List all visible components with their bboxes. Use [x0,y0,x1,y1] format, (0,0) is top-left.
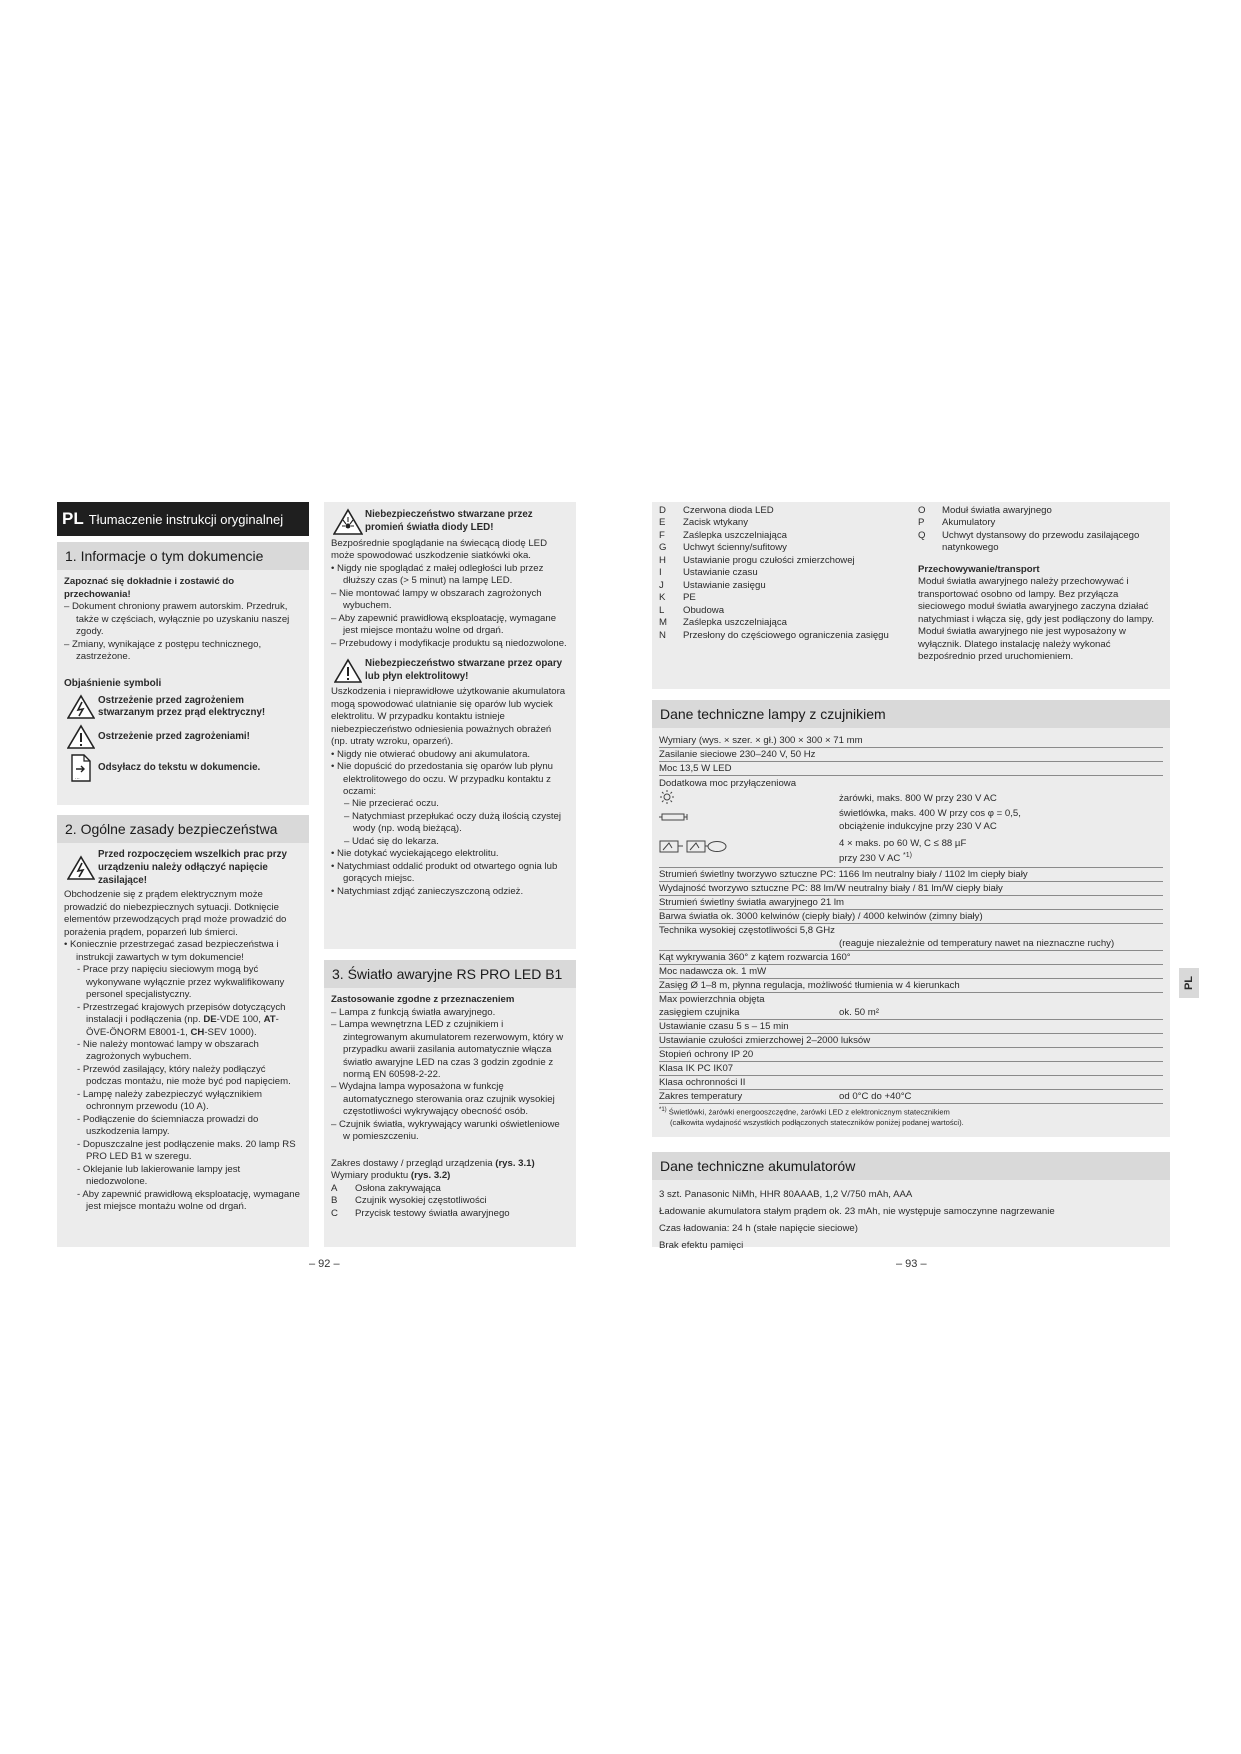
battery-row: 3 szt. Panasonic NiMh, HHR 80AAAB, 1,2 V/750 mAh, AAA [659,1189,913,1201]
battery-data-box [652,1152,1170,1252]
w2-bullet-1: • Nigdy nie otwierać obudowy ani akumulatora. [331,748,531,760]
s2-sub-6: - Podłączenie do ściemniacza prowadzi do uszkodzenia lampy. [77,1113,259,1138]
list-item: B Czujnik wysokiej częstotliwości [331,1195,487,1207]
led-load-row [659,838,1163,866]
tech-data-box [652,700,1170,1137]
table-row: Strumień świetlny tworzywo sztuczne PC: 1166 lm neutralny biały / 1102 lm ciepły biały [659,868,1163,882]
footnote: $^{*1)}$ Świetlówki, żarówki energooszczędne, żarówki LED z elektronicznym statecznikiem (całkowita wydajność wszystkich podłączonych stateczników poniżej podanej wartości). [659,1107,964,1127]
table-row: Wymiary (wys. × szer. × gł.) 300 × 300 × 71 mm [659,734,1163,748]
list-item: J Ustawianie zasięgu [659,579,766,591]
connection-power-block [659,776,1163,868]
table-row: Moc 13,5 W LED [659,762,1163,776]
s3-dash-4: – Czujnik światła, wykrywający warunki oświetleniowe w pomieszczeniu. [331,1118,560,1143]
s2-sub-7: - Dopuszczalne jest podłączenie maks. 20 lamp RS PRO LED B1 w szeregu. [77,1138,296,1163]
table-row: Wydajność tworzywo sztuczne PC: 88 lm/W neutralny biały / 81 lm/W ciepły biały [659,882,1163,896]
s2-sub-3: - Nie należy montować lampy w obszarach zagrożonych wybuchem. [77,1039,259,1063]
list-item: K PE [659,592,696,604]
led-ballast-icon [659,838,839,866]
table-row: Klasa IK PC IK07 [659,1062,1163,1076]
symbol-reference [64,754,302,782]
bulb-spec: żarówki, maks. 800 W przy 230 V AC [839,793,997,805]
list-item: O Moduł światła awaryjnego [918,505,1052,516]
dims-line: Wymiary produktu (rys. 3.2) [331,1170,451,1182]
s2-bullet: • Koniecznie przestrzegać zasad bezpieczeństwa i instrukcji zawartych w tym dokumencie! [64,939,279,963]
warning-icon [331,658,365,684]
storage-paragraph: Moduł światła awaryjnego należy przechowywać i transportować osobno od lampy. Bez przyłącza sieciowego moduł światła awaryjnego zaczyna działać natychmiast i włącza się, gdy jest podłączony do lampy. Moduł światła awaryjnego nie jest wyposażony w wyłącznik. Dlatego instalację należy wykonać bezpośrednio przed uruchomieniem. [918,576,1155,663]
symbol-reference-text: Odsyłacz do tekstu w dokumencie. [98,762,261,774]
led-radiation-warning-icon [331,508,365,536]
s1-dash-1: – Dokument chroniony prawem autorskim. Przedruk, także w częściach, wyłącznie po uzyskaniu naszej zgody. [64,601,290,638]
list-item: P Akumulatory [918,517,996,529]
list-item: M Zaślepka uszczelniająca [659,617,787,629]
list-item: Q Uchwyt dystansowy do przewodu zasilającego natynkowego [918,529,1140,554]
s2-sub-4: - Przewód zasilający, który należy podłączyć podczas montażu, nie może być pod napięciem. [77,1063,291,1088]
document-reference-icon [64,754,98,782]
electrolyte-warning-title: Niebezpieczeństwo stwarzane przez opary lub płyn elektrolitowy! [365,658,563,683]
w2-bullet-2: • Nie dopuścić do przedostania się oparów lub płynu elektrolitowego do oczu. W przypadku kontaktu z oczami: [331,761,554,797]
battery-row: Brak efektu pamięci [659,1240,744,1252]
connection-power-label: Dodatkowa moc przyłączeniowa [659,778,797,790]
w1-dash-3: – Przebudowy i modyfikacje produktu są niedozwolone. [331,637,567,649]
fluorescent-spec: świetlówka, maks. 400 W przy cos φ = 0,5, obciążenie indukcyjne przy 230 V AC [839,808,1021,832]
table-row: Zasięg Ø 1–8 m, płynna regulacja, możliwość tłumienia w 4 kierunkach [659,979,1163,993]
section-1-title: 1. Informacje o tym dokumencie [57,542,309,570]
warning-icon [64,724,98,750]
s2-warning-text: Przed rozpoczęciem wszelkich prac przy urządzeniu należy odłączyć napięcie zasilające! [98,849,287,886]
s1-bold: Zapoznać się dokładnie i zostawić do przechowania! [64,576,235,600]
fluorescent-row [659,808,1163,838]
led-warning [331,508,569,536]
electric-warning-icon [64,694,98,720]
battery-row: Czas ładowania: 24 h (stałe napięcie sieciowe) [659,1223,858,1235]
symbol-danger [64,724,302,750]
symbols-title: Objaśnienie symboli [64,678,162,690]
battery-row: Ładowanie akumulatora stałym prądem ok. 23 mAh, nie występuje samoczynne nagrzewanie [659,1206,1055,1218]
bulb-icon [659,790,839,808]
tech-data-title: Dane techniczne lampy z czujnikiem [652,700,1170,728]
table-row: Zasilanie sieciowe 230–240 V, 50 Hz [659,748,1163,762]
w1-paragraph: Bezpośrednie spoglądanie na świecącą diodę LED może spowodować uszkodzenie siatkówki oka. [331,538,548,562]
page-number-right: – 93 – [896,1258,927,1270]
legend-abc [331,1183,569,1220]
list-item: C Przycisk testowy światła awaryjnego [331,1207,510,1219]
w2-paragraph: Uszkodzenia i nieprawidłowe użytkowanie akumulatora mogą spowodować ulatnianie się oparów lub wyciek elektrolitu. W przypadku kontaktu istnieje niebezpieczeństwo odniesienia poważnych obrażeń (np. utraty wzroku, oparzeń). [331,686,566,748]
section-3-box [324,960,576,1247]
storage-title: Przechowywanie/transport [918,563,1040,575]
w2-bullet-5: • Natychmiast zdjąć zanieczyszczoną odzież. [331,885,524,897]
list-item: F Zaślepka uszczelniająca [659,529,787,541]
s3-subtitle: Zastosowanie zgodne z przeznaczeniem [331,994,515,1006]
table-row: Ustawianie czasu 5 s – 15 min [659,1020,1163,1034]
section-3-title: 3. Światło awaryjne RS PRO LED B1 [324,960,576,988]
list-item: G Uchwyt ścienny/sufitowy [659,542,787,554]
symbol-electric [64,694,302,720]
table-row: Barwa światła ok. 3000 kelwinów (ciepły biały) / 4000 kelwinów (zimny biały) [659,910,1163,924]
s3-dash-2: – Lampa wewnętrzna LED z czujnikiem i zintegrowanym akumulatorem rezerwowym, który w przypadku awarii zasilania automatycznie włącza światło awaryjne LED na czas 3 godzin zgodnie z normą EN 60598-2-22. [331,1019,564,1080]
list-item: E Zacisk wtykany [659,517,749,529]
section-2-title: 2. Ogólne zasady bezpieczeństwa [57,815,309,843]
legend-d-n [659,505,904,642]
s3-dash-3: – Wydajna lampa wyposażona w funkcję automatycznego sterowania oraz czujnik wysokiej częstotliwości wykrywający obecność osób. [331,1081,555,1118]
w2-bullet-3: • Nie dotykać wyciekającego elektrolitu. [331,848,499,860]
list-item: A Osłona zakrywająca [331,1182,441,1194]
w1-dash-1: – Nie montować lampy w obszarach zagrożonych wybuchem. [331,587,542,612]
w2-sub-3: – Udać się do lekarza. [344,835,439,847]
svg-text:...: ... [75,775,80,782]
table-row: Moc nadawcza ok. 1 mW [659,965,1163,979]
symbol-danger-text: Ostrzeżenie przed zagrożeniami! [98,731,250,743]
section-2-box [57,815,309,1247]
list-item: N Przesłony do częściowego ograniczenia zasięgu [659,629,889,641]
list-item: D Czerwona dioda LED [659,505,774,516]
list-item: I Ustawianie czasu [659,567,758,579]
w1-dash-2: – Aby zapewnić prawidłową eksploatację, wymagane jest miejsce montażu wolne od drgań. [331,612,557,637]
table-row: Stopień ochrony IP 20 [659,1048,1163,1062]
language-side-tab: PL [1179,968,1199,998]
list-item: H Ustawianie progu czułości zmierzchowej [659,554,855,566]
s3-dash-1: – Lampa z funkcją światła awaryjnego. [331,1006,496,1018]
electric-warning-icon [64,855,98,881]
s2-sub-8: - Oklejanie lub lakierowanie lampy jest niedozwolone. [77,1163,241,1188]
table-row: Max powierzchnia objęta zasięgiem czujnika ok. 50 m² [659,993,1163,1020]
table-row: Klasa ochronności II [659,1076,1163,1090]
table-row: Strumień świetlny światła awaryjnego 21 lm [659,896,1163,910]
language-header [57,502,309,536]
table-row: Ustawianie czułości zmierzchowej 2–2000 luksów [659,1034,1163,1048]
language-code: PL [62,509,84,528]
page-number-left: – 92 – [309,1258,340,1270]
w2-sub-2: – Natychmiast przepłukać oczy dużą ilością czystej wody (np. wodą bieżącą). [344,810,562,835]
s2-sub-2: - Przestrzegać krajowych przepisów dotyczących instalacji i podłączenia (np. DE-VDE 100, AT-ÖVE-ÖNORM E8001-1, CH-SEV 1000). [77,1001,286,1038]
section-1-box [57,542,309,805]
legend-box [652,502,1170,689]
w1-bullet: • Nigdy nie spoglądać z małej odległości lub przez dłuższy czas (> 5 minut) na lampę LED. [331,562,544,587]
header-title: Tłumaczenie instrukcji oryginalnej [88,511,284,527]
warnings-box [324,502,576,949]
led-load-spec: 4 × maks. po 60 W, C ≤ 88 µF przy 230 V AC $^{*1)}$ [839,838,967,864]
battery-data-title: Dane techniczne akumulatorów [652,1152,1170,1180]
table-row: Kąt wykrywania 360° z kątem rozwarcia 160° [659,951,1163,965]
bulb-row [659,791,1163,808]
s2-sub-5: - Lampę należy zabezpieczyć wyłącznikiem ochronnym przewodu (10 A). [77,1088,263,1113]
led-warning-title: Niebezpieczeństwo stwarzane przez promień światła diody LED! [365,509,533,533]
s1-dash-2: – Zmiany, wynikające z postępu technicznego, zastrzeżone. [64,638,262,662]
symbol-electric-text: Ostrzeżenie przed zagrożeniem stwarzanym przez prąd elektryczny! [98,694,266,719]
scope-line: Zakres dostawy / przegląd urządzenia (rys. 3.1) [331,1157,535,1169]
s2-sub-9: - Aby zapewnić prawidłową eksploatację, wymagane jest miejsce montażu wolne od drgań. [77,1188,300,1213]
fluorescent-tube-icon [659,808,839,838]
electrolyte-warning [331,658,569,684]
table-row: Technika wysokiej częstotliwości 5,8 GHz (reaguje niezależnie od temperatury nawet na nieznaczne ruchy) [659,924,1163,951]
w2-bullet-4: • Natychmiast oddalić produkt od otwartego ognia lub gorących miejsc. [331,860,558,885]
w2-sub-1: – Nie przecierać oczu. [344,798,439,810]
table-row: Zakres temperatury od 0°C do +40°C [659,1090,1163,1104]
s2-paragraph: Obchodzenie się z prądem elektrycznym może prowadzić do niebezpiecznych sytuacji. Dotknięcie elementów przewodzących prąd może prowadzić do porażenia prądem, poparzeń lub śmierci. [64,889,287,938]
legend-o-q [918,505,1163,664]
s2-sub-1: - Prace przy napięciu sieciowym mogą być wykonywane wyłącznie przez wykwalifikowany personel specjalistyczny. [77,964,285,1001]
s2-warning [64,849,302,887]
list-item: L Obudowa [659,604,725,616]
